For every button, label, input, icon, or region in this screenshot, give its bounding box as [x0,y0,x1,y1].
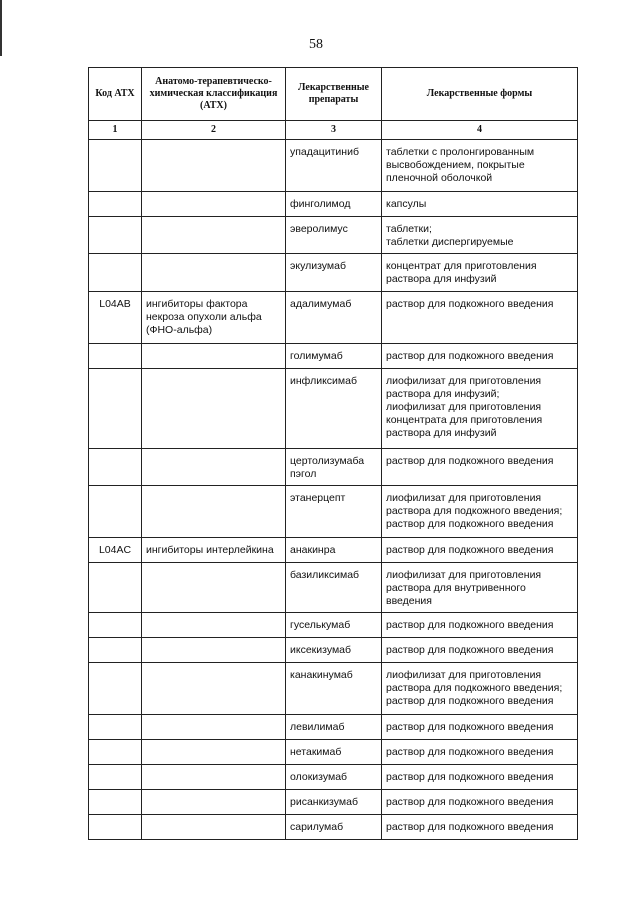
drug-name-cell: этанерцепт [286,486,382,538]
atx-table [88,67,578,840]
table-row [89,254,578,292]
drug-name-cell: эверолимус [286,217,382,254]
table-row [89,369,578,449]
atx-class-cell [142,486,286,538]
dosage-form-cell: раствор для подкожного введения [382,449,578,486]
dosage-form-cell: раствор для подкожного введения [382,538,578,563]
atx-code-cell [89,563,142,613]
atx-class-cell [142,192,286,217]
table-row [89,790,578,815]
table-row [89,663,578,715]
atx-code-cell [89,663,142,715]
atx-class-cell: ингибиторы интерлейкина [142,538,286,563]
drug-name-cell: анакинра [286,538,382,563]
dosage-form-cell: раствор для подкожного введения [382,292,578,344]
atx-class-cell [142,790,286,815]
drug-name-cell: иксекизумаб [286,638,382,663]
atx-class-cell [142,715,286,740]
atx-class-cell [142,815,286,840]
atx-code-cell [89,613,142,638]
atx-class-cell [142,740,286,765]
atx-class-cell [142,663,286,715]
atx-code-cell [89,740,142,765]
atx-code-cell [89,815,142,840]
dosage-form-cell: раствор для подкожного введения [382,740,578,765]
dosage-form-cell: лиофилизат для приготовления раствора для подкожного введения; раствор для подкожного введения [382,663,578,715]
header-atx-classification: Анатомо-терапевтическо-химическая классификация (АТХ) [142,68,286,121]
drug-name-cell: финголимод [286,192,382,217]
dosage-form-cell: раствор для подкожного введения [382,790,578,815]
atx-code-cell [89,765,142,790]
drug-name-cell: упадацитиниб [286,140,382,192]
header-drugs: Лекарственные препараты [286,68,382,121]
atx-class-cell [142,254,286,292]
table-row [89,192,578,217]
table-row [89,344,578,369]
table-row [89,765,578,790]
drug-name-cell: сарилумаб [286,815,382,840]
drug-name-cell: адалимумаб [286,292,382,344]
drug-name-cell: нетакимаб [286,740,382,765]
table-row [89,638,578,663]
table-row [89,715,578,740]
drug-name-cell: рисанкизумаб [286,790,382,815]
atx-class-cell [142,344,286,369]
atx-class-cell [142,217,286,254]
table-row [89,449,578,486]
table-row [89,563,578,613]
atx-code-cell [89,254,142,292]
column-number: 3 [286,121,382,140]
atx-class-cell [142,765,286,790]
atx-class-cell [142,638,286,663]
atx-code-cell [89,449,142,486]
column-number: 1 [89,121,142,140]
drug-name-cell: гуселькумаб [286,613,382,638]
atx-code-cell [89,140,142,192]
dosage-form-cell: таблетки с пролонгированным высвобождением, покрытые пленочной оболочкой [382,140,578,192]
table-row [89,486,578,538]
column-number-row [89,121,578,140]
drug-name-cell: базиликсимаб [286,563,382,613]
dosage-form-cell: лиофилизат для приготовления раствора для внутривенного введения [382,563,578,613]
dosage-form-cell: раствор для подкожного введения [382,815,578,840]
atx-class-cell [142,613,286,638]
table-row [89,740,578,765]
drug-name-cell: экулизумаб [286,254,382,292]
drug-name-cell: олокизумаб [286,765,382,790]
table-body [89,140,578,840]
atx-class-cell: ингибиторы фактора некроза опухоли альфа (ФНО-альфа) [142,292,286,344]
header-dosage-forms: Лекарственные формы [382,68,578,121]
table-row [89,538,578,563]
dosage-form-cell: раствор для подкожного введения [382,715,578,740]
atx-code-cell [89,192,142,217]
column-number: 2 [142,121,286,140]
dosage-form-cell: лиофилизат для приготовления раствора для инфузий; лиофилизат для приготовления концентрата для приготовления раствора для инфузий [382,369,578,449]
dosage-form-cell: раствор для подкожного введения [382,344,578,369]
atx-code-cell [89,715,142,740]
column-number: 4 [382,121,578,140]
table-row [89,292,578,344]
atx-class-cell [142,369,286,449]
table-row [89,613,578,638]
drug-name-cell: голимумаб [286,344,382,369]
dosage-form-cell: раствор для подкожного введения [382,765,578,790]
atx-code-cell: L04AB [89,292,142,344]
table-row [89,140,578,192]
dosage-form-cell: раствор для подкожного введения [382,638,578,663]
drug-name-cell: инфликсимаб [286,369,382,449]
dosage-form-cell: концентрат для приготовления раствора для инфузий [382,254,578,292]
atx-class-cell [142,563,286,613]
page-number: 58 [309,37,323,52]
atx-class-cell [142,140,286,192]
dosage-form-cell: раствор для подкожного введения [382,613,578,638]
table-row [89,217,578,254]
atx-code-cell [89,486,142,538]
header-atx-code: Код АТХ [89,68,142,121]
atx-code-cell [89,344,142,369]
drug-name-cell: левилимаб [286,715,382,740]
table-header-row [89,68,578,121]
atx-code-cell [89,217,142,254]
table-row [89,815,578,840]
dosage-form-cell: лиофилизат для приготовления раствора для подкожного введения; раствор для подкожного введения [382,486,578,538]
atx-code-cell [89,790,142,815]
atx-code-cell [89,369,142,449]
dosage-form-cell: таблетки; таблетки диспергируемые [382,217,578,254]
atx-code-cell [89,638,142,663]
dosage-form-cell: капсулы [382,192,578,217]
atx-class-cell [142,449,286,486]
drug-name-cell: канакинумаб [286,663,382,715]
atx-code-cell: L04AC [89,538,142,563]
drug-name-cell: цертолизумаба пэгол [286,449,382,486]
